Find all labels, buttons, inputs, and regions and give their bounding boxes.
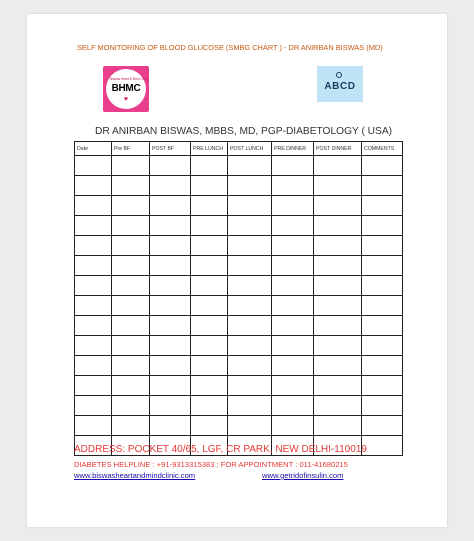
col-pre-lunch: PRE LUNCH (191, 142, 228, 156)
helpline-text: DIABETES HELPLINE : +91-9313315383 ; FOR APPOINTMENT : 011-41680215 (74, 460, 348, 469)
table-row (75, 356, 403, 376)
table-cell[interactable] (272, 296, 314, 316)
table-cell[interactable] (150, 316, 191, 336)
table-cell[interactable] (75, 356, 112, 376)
table-cell[interactable] (272, 416, 314, 436)
table-cell[interactable] (272, 356, 314, 376)
table-row (75, 396, 403, 416)
table-cell[interactable] (362, 376, 403, 396)
table-row (75, 256, 403, 276)
table-cell[interactable] (362, 416, 403, 436)
table-cell[interactable] (112, 416, 150, 436)
table-cell[interactable] (112, 196, 150, 216)
table-cell[interactable] (150, 356, 191, 376)
table-cell[interactable] (75, 216, 112, 236)
table-cell[interactable] (150, 376, 191, 396)
table-cell[interactable] (228, 376, 272, 396)
table-cell[interactable] (272, 196, 314, 216)
table-cell[interactable] (112, 276, 150, 296)
table-cell[interactable] (191, 336, 228, 356)
table-cell[interactable] (314, 356, 362, 376)
table-cell[interactable] (272, 256, 314, 276)
table-cell[interactable] (150, 156, 191, 176)
website-link-clinic[interactable]: www.biswasheartandmindclinic.com (74, 471, 196, 480)
table-cell[interactable] (112, 256, 150, 276)
table-cell[interactable] (272, 156, 314, 176)
table-cell[interactable] (314, 396, 362, 416)
table-cell[interactable] (112, 156, 150, 176)
table-row (75, 316, 403, 336)
table-cell[interactable] (75, 396, 112, 416)
table-body (75, 156, 403, 456)
col-pre-dinner: PRE DINNER (272, 142, 314, 156)
table-cell[interactable] (272, 276, 314, 296)
table-cell[interactable] (150, 276, 191, 296)
table-cell[interactable] (314, 256, 362, 276)
table-cell[interactable] (228, 316, 272, 336)
table-row (75, 196, 403, 216)
table-cell[interactable] (314, 216, 362, 236)
table-row (75, 276, 403, 296)
ring-icon (336, 72, 342, 78)
table-cell[interactable] (272, 236, 314, 256)
table-cell[interactable] (314, 336, 362, 356)
smbg-table (74, 141, 403, 456)
table-cell[interactable] (75, 336, 112, 356)
col-post-lunch: POST LUNCH (228, 142, 272, 156)
table-header-row (75, 142, 403, 156)
col-date: Date (75, 142, 112, 156)
col-post-dinner: POST DINNER (314, 142, 362, 156)
table-cell[interactable] (112, 236, 150, 256)
table-cell[interactable] (191, 296, 228, 316)
table-cell[interactable] (191, 316, 228, 336)
abcd-logo (317, 66, 363, 102)
table-row (75, 336, 403, 356)
table-cell[interactable] (362, 156, 403, 176)
table-cell[interactable] (272, 396, 314, 416)
table-cell[interactable] (228, 176, 272, 196)
table-cell[interactable] (75, 256, 112, 276)
table-cell[interactable] (362, 276, 403, 296)
table-cell[interactable] (362, 256, 403, 276)
table-cell[interactable] (362, 296, 403, 316)
col-pre-bf: Pre BF (112, 142, 150, 156)
table-cell[interactable] (75, 156, 112, 176)
table-cell[interactable] (314, 316, 362, 336)
table-cell[interactable] (191, 396, 228, 416)
table-cell[interactable] (272, 336, 314, 356)
table-row (75, 156, 403, 176)
table-cell[interactable] (150, 236, 191, 256)
table-cell[interactable] (272, 316, 314, 336)
table-cell[interactable] (314, 296, 362, 316)
table-cell[interactable] (314, 376, 362, 396)
table-cell[interactable] (150, 176, 191, 196)
table-cell[interactable] (228, 416, 272, 436)
table-cell[interactable] (75, 296, 112, 316)
table-cell[interactable] (228, 396, 272, 416)
table-cell[interactable] (362, 396, 403, 416)
table-cell[interactable] (272, 176, 314, 196)
table-cell[interactable] (75, 416, 112, 436)
table-cell[interactable] (191, 256, 228, 276)
table-cell[interactable] (75, 176, 112, 196)
table-cell[interactable] (314, 156, 362, 176)
table-cell[interactable] (191, 196, 228, 216)
table-cell[interactable] (362, 236, 403, 256)
heart-icon: ♥ (123, 96, 129, 103)
table-cell[interactable] (75, 196, 112, 216)
table-cell[interactable] (191, 356, 228, 376)
table-cell[interactable] (362, 196, 403, 216)
table-cell[interactable] (112, 176, 150, 196)
table-cell[interactable] (75, 276, 112, 296)
table-cell[interactable] (112, 356, 150, 376)
table-cell[interactable] (112, 216, 150, 236)
table-cell[interactable] (191, 216, 228, 236)
table-row (75, 216, 403, 236)
table-cell[interactable] (362, 176, 403, 196)
table-cell[interactable] (228, 296, 272, 316)
bhmc-logo-circle (106, 69, 149, 109)
table-cell[interactable] (112, 316, 150, 336)
table-cell[interactable] (272, 216, 314, 236)
clinic-address: ADDRESS: POCKET 40/65, LGF, CR PARK, NEW DELHI-110019 (74, 444, 367, 455)
table-cell[interactable] (150, 396, 191, 416)
table-cell[interactable] (228, 196, 272, 216)
table-cell[interactable] (228, 336, 272, 356)
table-cell[interactable] (150, 336, 191, 356)
table-row (75, 416, 403, 436)
table-cell[interactable] (272, 376, 314, 396)
table-cell[interactable] (228, 356, 272, 376)
col-post-bf: POST BF (150, 142, 191, 156)
table-cell[interactable] (191, 376, 228, 396)
table-row (75, 176, 403, 196)
table-cell[interactable] (362, 336, 403, 356)
chart-title: SELF MONITORING OF BLOOD GLUCOSE (SMBG CHART ) - DR ANIRBAN BISWAS (MD) (77, 43, 383, 52)
table-cell[interactable] (228, 276, 272, 296)
table-cell[interactable] (314, 176, 362, 196)
document-page (27, 14, 447, 527)
table-cell[interactable] (191, 236, 228, 256)
table-cell[interactable] (150, 216, 191, 236)
table-cell[interactable] (228, 156, 272, 176)
table-cell[interactable] (314, 236, 362, 256)
table-cell[interactable] (314, 196, 362, 216)
table-cell[interactable] (75, 376, 112, 396)
table-cell[interactable] (191, 276, 228, 296)
col-comments: COMMENTS (362, 142, 403, 156)
website-link-insulin[interactable]: www.getridofinsulin.com (262, 471, 344, 480)
abcd-logo-text: ABCD (324, 81, 356, 92)
table-cell[interactable] (150, 196, 191, 216)
table-cell[interactable] (362, 316, 403, 336)
table-row (75, 296, 403, 316)
table-cell[interactable] (150, 256, 191, 276)
table-cell[interactable] (362, 436, 403, 456)
table-cell[interactable] (191, 156, 228, 176)
table-cell[interactable] (228, 236, 272, 256)
bhmc-logo-arc-text: Biswas Heart & Mind Clinic (110, 77, 149, 81)
bhmc-logo (103, 66, 149, 112)
table-cell[interactable] (314, 416, 362, 436)
bhmc-logo-text: BHMC (111, 83, 141, 94)
table-cell[interactable] (191, 176, 228, 196)
table-cell[interactable] (228, 216, 272, 236)
table-cell[interactable] (228, 256, 272, 276)
table-cell[interactable] (112, 296, 150, 316)
table-cell[interactable] (112, 376, 150, 396)
table-cell[interactable] (362, 216, 403, 236)
table-cell[interactable] (362, 356, 403, 376)
table-cell[interactable] (112, 336, 150, 356)
table-row (75, 236, 403, 256)
table-cell[interactable] (150, 416, 191, 436)
table-row (75, 376, 403, 396)
table-cell[interactable] (314, 276, 362, 296)
doctor-credentials: DR ANIRBAN BISWAS, MBBS, MD, PGP-DIABETOLOGY ( USA) (95, 126, 393, 137)
table-cell[interactable] (150, 296, 191, 316)
table-cell[interactable] (75, 316, 112, 336)
table-cell[interactable] (191, 416, 228, 436)
table-cell[interactable] (75, 236, 112, 256)
table-cell[interactable] (112, 396, 150, 416)
